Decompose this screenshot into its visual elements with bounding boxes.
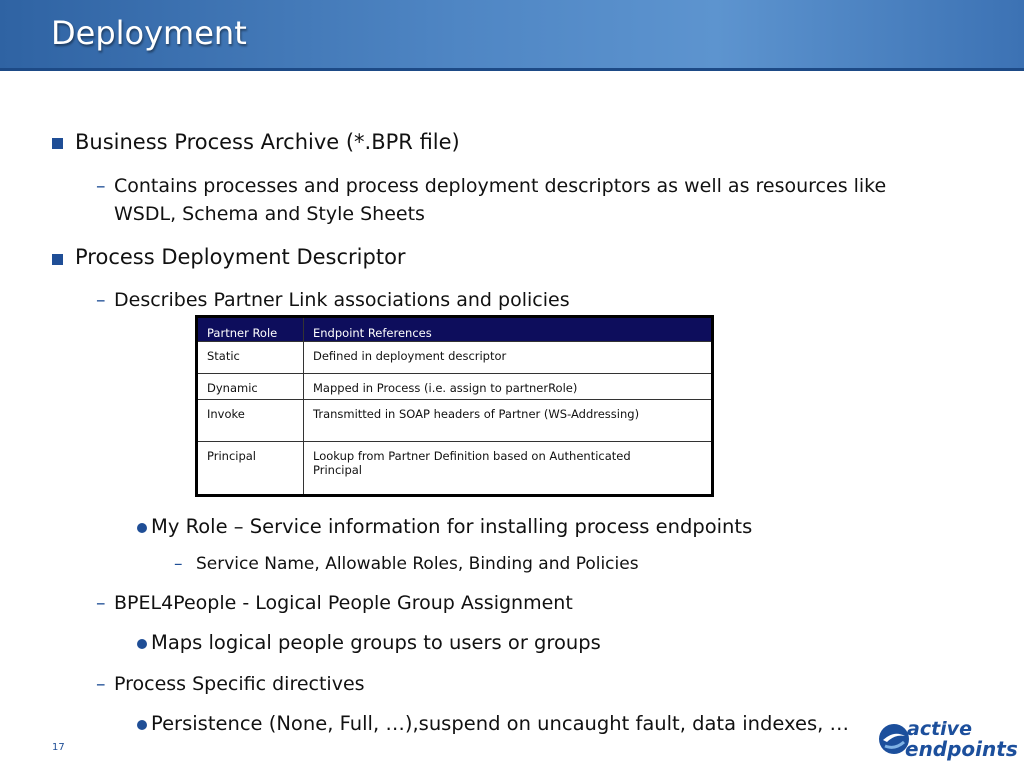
page-number: 17 — [52, 742, 65, 753]
dash-bullet-icon: – — [96, 175, 106, 197]
table-row — [197, 342, 713, 374]
table-row — [197, 374, 713, 400]
dot-bullet-icon — [137, 523, 147, 533]
dash-bullet-icon: – — [96, 592, 106, 614]
table-cell: Transmitted in SOAP headers of Partner (WS-Addressing) — [304, 400, 713, 442]
square-bullet-icon — [52, 138, 63, 149]
title-bar — [0, 0, 1024, 71]
bpel-detail: Maps logical people groups to users or groups — [151, 631, 601, 654]
partner-role-table — [195, 315, 714, 497]
logo-word-active: active — [907, 718, 972, 740]
my-role-text: My Role – Service information for installing process endpoints — [151, 515, 753, 538]
table-cell: Dynamic — [197, 374, 304, 400]
dash-bullet-icon: – — [96, 673, 106, 695]
logo-word-endpoints: endpoints — [905, 737, 1018, 761]
pdd-description: Describes Partner Link associations and policies — [114, 289, 570, 311]
table-cell: Mapped in Process (i.e. assign to partnerRole) — [304, 374, 713, 400]
dot-bullet-icon — [137, 639, 147, 649]
table-header-cell: Partner Role — [197, 317, 304, 342]
active-endpoints-logo — [877, 718, 1017, 764]
persistence-detail: Persistence (None, Full, …),suspend on uncaught fault, data indexes, … — [151, 712, 850, 735]
dot-bullet-icon — [137, 720, 147, 730]
bullet-bpr: Business Process Archive (*.BPR file) — [75, 130, 460, 154]
process-directives-text: Process Specific directives — [114, 673, 365, 695]
bullet-pdd: Process Deployment Descriptor — [75, 245, 406, 269]
table-cell: Defined in deployment descriptor — [304, 342, 713, 374]
bpel-text: BPEL4People - Logical People Group Assignment — [114, 592, 573, 614]
table-cell: Static — [197, 342, 304, 374]
table-header-row — [197, 317, 713, 342]
bpr-description-line2: WSDL, Schema and Style Sheets — [114, 203, 425, 225]
table-cell: Lookup from Partner Definition based on Authenticated Principal — [304, 442, 713, 496]
table-header-cell: Endpoint References — [304, 317, 713, 342]
table-row — [197, 400, 713, 442]
my-role-detail: Service Name, Allowable Roles, Binding and Policies — [196, 554, 639, 574]
table-cell: Principal — [197, 442, 304, 496]
table-cell: Invoke — [197, 400, 304, 442]
dash-bullet-icon: – — [96, 289, 106, 311]
slide-title: Deployment — [51, 14, 247, 52]
square-bullet-icon — [52, 254, 63, 265]
bpr-description-line1: Contains processes and process deployment descriptors as well as resources like — [114, 175, 887, 197]
dash-bullet-icon: – — [174, 554, 183, 574]
table-row — [197, 442, 713, 496]
